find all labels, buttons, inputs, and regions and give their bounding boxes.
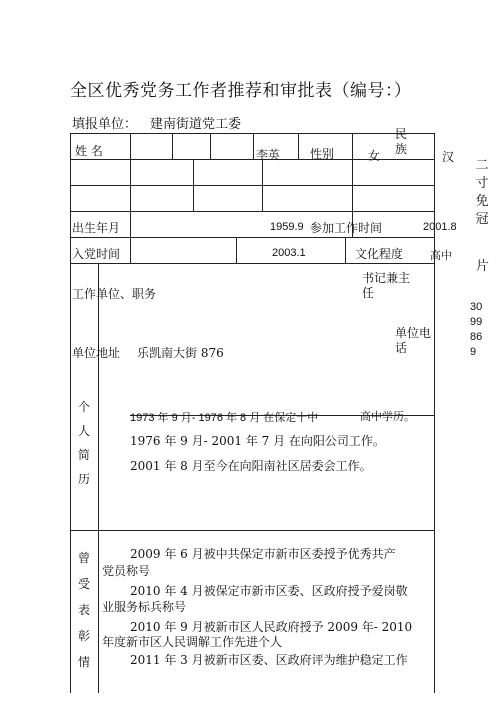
- table-rule: [434, 133, 435, 693]
- gender-label: 性别: [310, 147, 335, 161]
- table-rule: [98, 263, 99, 693]
- honors-line: 党员称号: [102, 564, 151, 578]
- table-rule: [172, 133, 173, 159]
- resume-label: 个人简历: [77, 400, 90, 486]
- table-rule: [70, 133, 434, 134]
- table-rule: [236, 237, 237, 263]
- table-rule: [345, 237, 346, 263]
- phone-label: 单位电话: [395, 326, 432, 355]
- table-rule: [70, 237, 434, 238]
- ethnicity-label: 民族: [394, 127, 407, 156]
- table-rule: [70, 263, 434, 264]
- birth-label: 出生年月: [72, 221, 121, 235]
- name-label: 姓 名: [75, 144, 103, 158]
- table-rule: [70, 530, 434, 531]
- table-rule: [298, 133, 299, 159]
- work-start-value: 2001.8: [423, 221, 457, 233]
- honors-line: 2009 年 6 月被中共保定市新市区委授予优秀共产: [130, 547, 396, 561]
- photo-label: 二寸免冠: [475, 158, 489, 227]
- honors-line: 年度新市区人民调解工作先进个人: [102, 635, 283, 649]
- name-value: 李英: [256, 148, 281, 162]
- phone-value: 3099869: [470, 301, 483, 358]
- honors-line: 2010 年 4 月被保定市新市区委、区政府授予爱岗敬: [130, 584, 408, 598]
- table-rule: [70, 133, 71, 693]
- table-rule: [262, 159, 263, 211]
- table-rule: [193, 159, 194, 211]
- honors-line: 业服务标兵称号: [102, 600, 187, 614]
- education-label: 文化程度: [355, 247, 404, 261]
- party-join-value: 2003.1: [272, 247, 306, 259]
- resume-line: 2001 年 8 月至今在向阳南社区居委会工作。: [130, 459, 372, 473]
- fill-unit-value: 建南街道党工委: [150, 117, 242, 132]
- birth-value: 1959.9: [270, 221, 304, 233]
- table-rule: [253, 133, 254, 159]
- resume-line: 1976 年 9 月- 2001 年 7 月 在向阳公司工作。: [130, 434, 385, 448]
- table-rule: [70, 185, 434, 186]
- resume-line: 高中学历。: [360, 410, 415, 423]
- workplace-label: 工作单位、职务: [72, 287, 157, 301]
- page-title: 全区优秀党务工作者推荐和审批表（编号：）: [70, 81, 412, 101]
- education-value: 高中: [430, 249, 452, 262]
- table-rule: [130, 133, 131, 263]
- honors-label: 曾受表彰情: [77, 551, 90, 669]
- fill-unit-label: 填报单位：: [72, 117, 138, 132]
- address-value: 乐凯南大街 876: [137, 346, 224, 360]
- resume-line: 1973 年 9 月- 1976 年 8 月 在保定十中: [130, 412, 319, 424]
- table-rule: [70, 211, 434, 212]
- honors-line: 2010 年 9 月被新市区人民政府授予 2009 年- 2010: [130, 620, 413, 634]
- table-rule: [210, 133, 211, 159]
- work-start-label: 参加工作时间: [310, 221, 383, 235]
- address-label: 单位地址: [72, 346, 121, 360]
- ethnicity-value: 汉: [442, 150, 455, 164]
- position-value: 书记兼主任: [362, 271, 411, 300]
- photo-label-2: 片: [476, 259, 490, 274]
- honors-line: 2011 年 3 月被新市区委、区政府评为维护稳定工作: [130, 653, 408, 667]
- party-join-label: 入党时间: [72, 247, 121, 261]
- gender-value: 女: [368, 149, 381, 163]
